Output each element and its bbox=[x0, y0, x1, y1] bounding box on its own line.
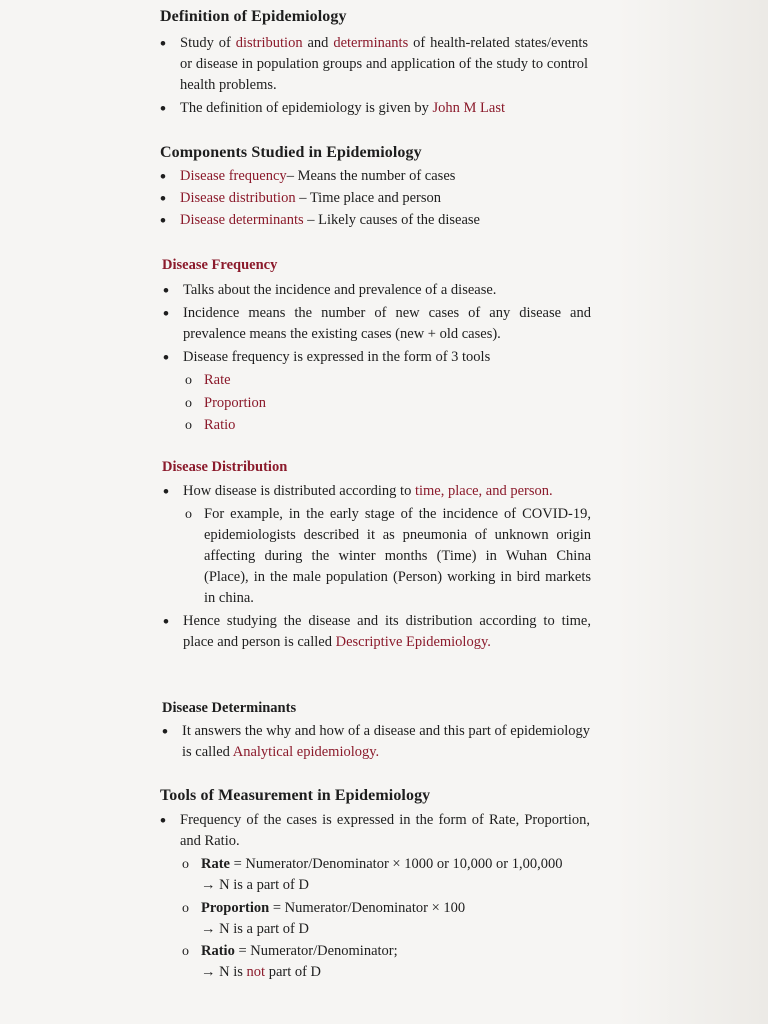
distribution-bullet-how: • How disease is distributed according to time, place, and person. o For example, in the early stage of the incidence of COVID-19, epidemiologists described it as pneumonia of unknown origin affecting during the winter months (Time) in Wuhan China (Place), in the male population (Person) working in bird markets in china. bbox=[163, 481, 591, 609]
distribution-bullet-descriptive: • Hence studying the disease and its distribution according to time, place and person is called Descriptive Epidemiology. bbox=[163, 611, 591, 653]
heading-disease-distribution: Disease Distribution bbox=[162, 459, 288, 475]
tool-rate: o Rate bbox=[183, 370, 591, 391]
frequency-bullet-tools: • Disease frequency is expressed in the form of 3 tools o Rate o Proportion o Ratio bbox=[163, 347, 591, 436]
components-list bbox=[160, 166, 600, 233]
frequency-bullet-incidence-prevalence: • Talks about the incidence and prevalence of a disease. bbox=[163, 280, 591, 301]
tool-ratio: o Ratio bbox=[183, 415, 591, 436]
measure-ratio: o Ratio = Numerator/Denominator; → N is not part of D bbox=[180, 941, 590, 983]
rate-note: → N is a part of D bbox=[201, 877, 309, 893]
component-frequency: • Disease frequency– Means the number of cases bbox=[160, 166, 600, 187]
determinants-bullet-analytical: • It answers the why and how of a disease and this part of epidemiology is called Analytical epidemiology. bbox=[162, 721, 590, 763]
heading-tools-of-measurement: Tools of Measurement in Epidemiology bbox=[160, 787, 431, 804]
heading-components: Components Studied in Epidemiology bbox=[160, 144, 422, 161]
author-name: John M Last bbox=[432, 100, 505, 116]
tools-bullet-frequency: • Frequency of the cases is expressed in the form of Rate, Proportion, and Ratio. o Rate = Numerator/Denominator × 1000 or 10,000 or 1,00,000 → N is a part of D o Proportion = Numerator/Denominator × 100 → N is a part of D o Ratio = Numerator/Denominator; → N is not part of D bbox=[160, 810, 590, 983]
frequency-bullet-definitions: • Incidence means the number of new cases of any disease and prevalence means the existing cases (new + old cases). bbox=[163, 303, 591, 345]
frequency-list bbox=[163, 280, 591, 438]
term-time-place-person: time, place, and person. bbox=[414, 483, 553, 499]
heading-definition: Definition of Epidemiology bbox=[160, 8, 347, 25]
term-descriptive-epidemiology: Descriptive Epidemiology. bbox=[335, 634, 491, 650]
term-analytical-epidemiology: Analytical epidemiology. bbox=[232, 744, 380, 760]
distribution-list bbox=[163, 481, 591, 655]
distribution-example-list bbox=[183, 504, 591, 609]
heading-disease-determinants: Disease Determinants bbox=[162, 700, 297, 716]
measure-proportion: o Proportion = Numerator/Denominator × 100 → N is a part of D bbox=[180, 898, 590, 940]
tools-list bbox=[160, 810, 590, 985]
component-distribution: • Disease distribution – Time place and person bbox=[160, 188, 600, 209]
definition-bullet-author: • The definition of epidemiology is given by John M Last bbox=[160, 98, 588, 119]
measure-rate: o Rate = Numerator/Denominator × 1000 or 10,000 or 1,00,000 → N is a part of D bbox=[180, 854, 590, 896]
tool-proportion: o Proportion bbox=[183, 393, 591, 414]
component-determinants: • Disease determinants – Likely causes of the disease bbox=[160, 210, 600, 231]
determinants-list bbox=[162, 721, 590, 765]
definition-list bbox=[160, 33, 588, 121]
ratio-note: → N is not part of D bbox=[201, 964, 322, 980]
distribution-example: o For example, in the early stage of the incidence of COVID-19, epidemiologists described it as pneumonia of unknown origin affecting during the winter months (Time) in Wuhan China (Place), in the male population (Person) working in bird markets in china. bbox=[183, 504, 591, 609]
frequency-tools-list bbox=[183, 370, 591, 436]
term-determinants: determinants bbox=[333, 35, 409, 51]
heading-disease-frequency: Disease Frequency bbox=[162, 257, 278, 273]
proportion-note: → N is a part of D bbox=[201, 920, 309, 937]
definition-bullet-study: • Study of distribution and determinants of health-related states/events or disease in population groups and application of the study to control health problems. bbox=[160, 33, 588, 96]
term-distribution: distribution bbox=[235, 35, 303, 51]
tools-measure-list bbox=[180, 854, 590, 983]
